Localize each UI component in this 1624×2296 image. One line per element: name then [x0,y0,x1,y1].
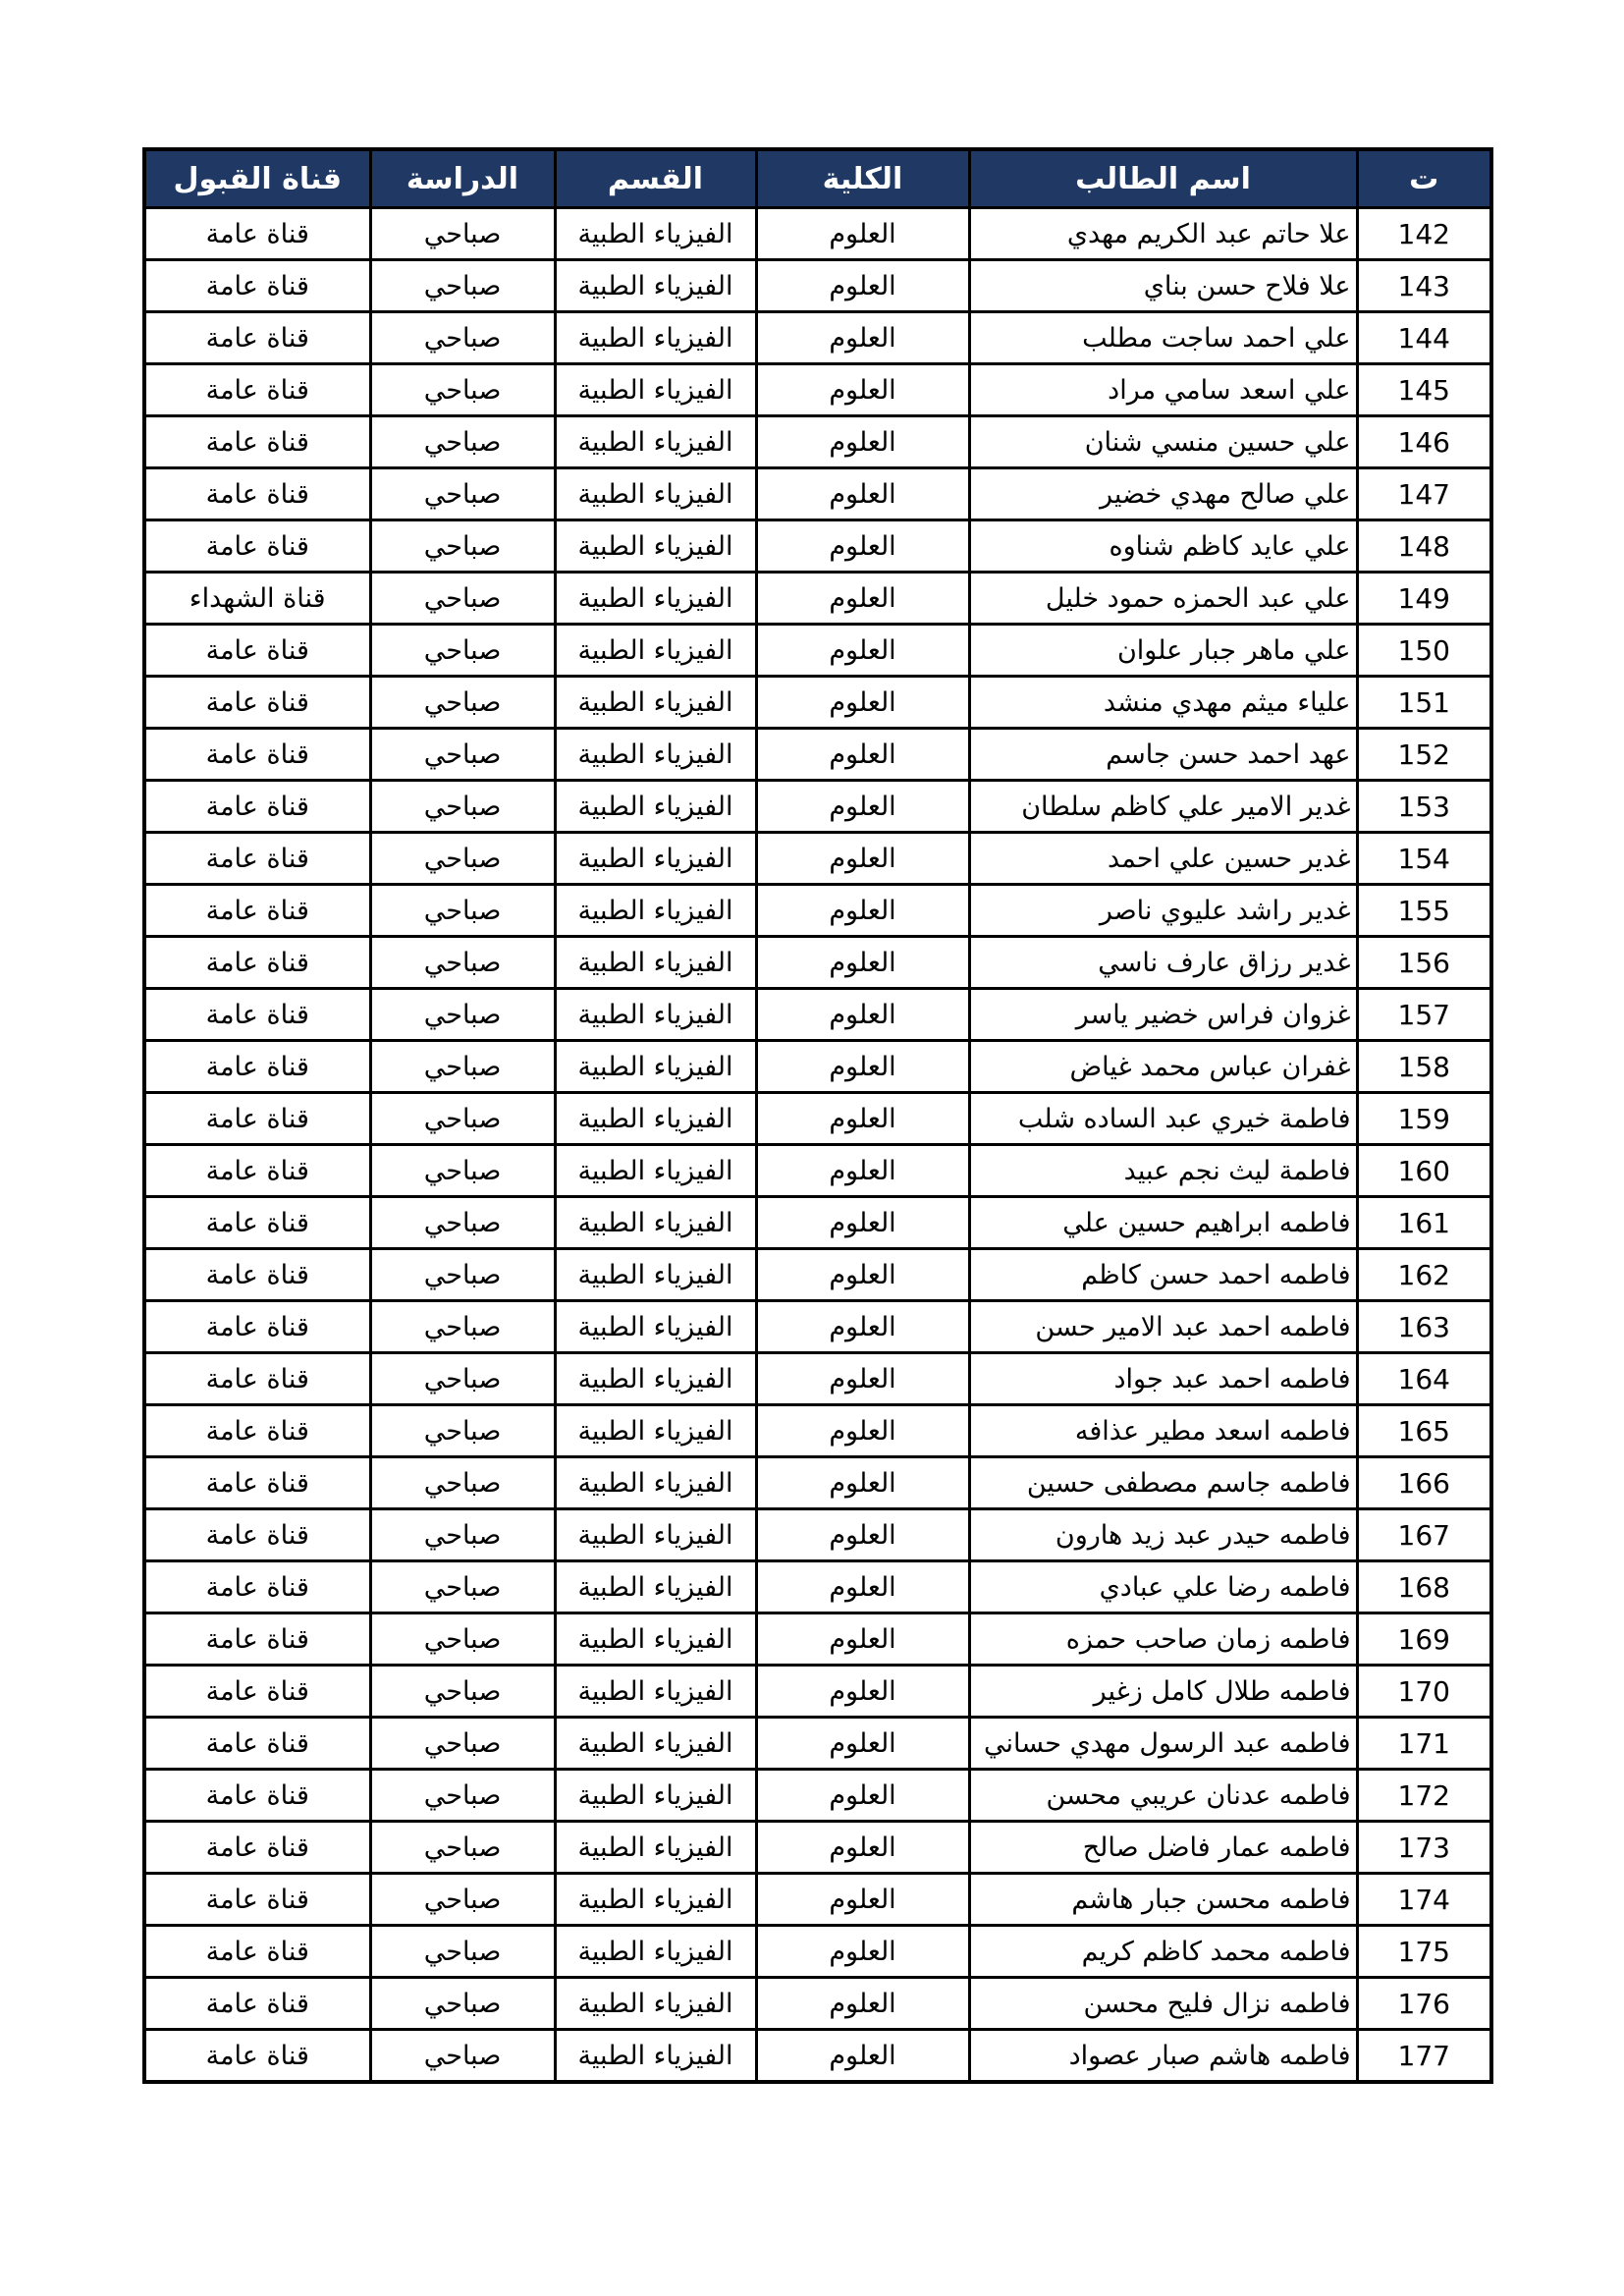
cell-name: فاطمه جاسم مصطفى حسين [969,1457,1357,1509]
cell-college: العلوم [756,1353,969,1405]
cell-name: فاطمه هاشم صبار عصواد [969,2030,1357,2083]
cell-channel: قناة عامة [144,208,370,260]
cell-college: العلوم [756,937,969,989]
cell-study: صباحي [370,1613,555,1666]
cell-no: 171 [1357,1718,1491,1770]
cell-study: صباحي [370,1874,555,1926]
cell-dept: الفيزياء الطبية [555,208,756,260]
cell-study: صباحي [370,1145,555,1197]
student-row [144,468,1491,520]
student-row [144,625,1491,677]
student-row [144,1613,1491,1666]
table-body [144,208,1491,2083]
cell-channel: قناة عامة [144,1666,370,1718]
cell-no: 175 [1357,1926,1491,1978]
cell-name: غدير حسين علي احمد [969,833,1357,885]
cell-no: 154 [1357,833,1491,885]
cell-college: العلوم [756,885,969,937]
cell-dept: الفيزياء الطبية [555,520,756,573]
student-row [144,1457,1491,1509]
cell-dept: الفيزياء الطبية [555,1978,756,2030]
cell-college: العلوم [756,1197,969,1249]
student-row [144,364,1491,416]
student-row [144,1405,1491,1457]
cell-channel: قناة عامة [144,1718,370,1770]
cell-no: 160 [1357,1145,1491,1197]
cell-dept: الفيزياء الطبية [555,937,756,989]
cell-no: 167 [1357,1509,1491,1561]
cell-no: 176 [1357,1978,1491,2030]
cell-channel: قناة عامة [144,468,370,520]
cell-channel: قناة عامة [144,1926,370,1978]
cell-name: علي عايد كاظم شناوه [969,520,1357,573]
cell-name: غدير راشد عليوي ناصر [969,885,1357,937]
cell-channel: قناة عامة [144,1822,370,1874]
student-row [144,1353,1491,1405]
cell-channel: قناة عامة [144,1301,370,1353]
cell-study: صباحي [370,1353,555,1405]
cell-study: صباحي [370,573,555,625]
cell-study: صباحي [370,312,555,364]
cell-dept: الفيزياء الطبية [555,1718,756,1770]
cell-channel: قناة عامة [144,260,370,312]
cell-dept: الفيزياء الطبية [555,729,756,781]
cell-channel: قناة عامة [144,781,370,833]
col-header-college: الكلية [756,149,969,208]
cell-channel: قناة عامة [144,1353,370,1405]
cell-dept: الفيزياء الطبية [555,885,756,937]
student-row [144,1874,1491,1926]
cell-channel: قناة عامة [144,1145,370,1197]
cell-channel: قناة عامة [144,364,370,416]
table-header [144,149,1491,208]
student-row [144,989,1491,1041]
cell-college: العلوم [756,2030,969,2083]
cell-channel: قناة عامة [144,520,370,573]
cell-college: العلوم [756,989,969,1041]
student-row [144,416,1491,468]
cell-college: العلوم [756,1613,969,1666]
student-row [144,1509,1491,1561]
cell-study: صباحي [370,1093,555,1145]
cell-no: 174 [1357,1874,1491,1926]
cell-name: علي عبد الحمزه حمود خليل [969,573,1357,625]
cell-no: 164 [1357,1353,1491,1405]
cell-dept: الفيزياء الطبية [555,781,756,833]
cell-dept: الفيزياء الطبية [555,1822,756,1874]
cell-dept: الفيزياء الطبية [555,1666,756,1718]
cell-study: صباحي [370,2030,555,2083]
cell-no: 165 [1357,1405,1491,1457]
cell-college: العلوم [756,1509,969,1561]
cell-college: العلوم [756,1093,969,1145]
cell-name: عهد احمد حسن جاسم [969,729,1357,781]
col-header-channel: قناة القبول [144,149,370,208]
student-row [144,520,1491,573]
student-row [144,1249,1491,1301]
student-row [144,885,1491,937]
cell-study: صباحي [370,729,555,781]
cell-dept: الفيزياء الطبية [555,1770,756,1822]
cell-channel: قناة عامة [144,312,370,364]
cell-college: العلوم [756,1301,969,1353]
student-row [144,1822,1491,1874]
cell-study: صباحي [370,1561,555,1613]
cell-no: 144 [1357,312,1491,364]
student-row [144,208,1491,260]
cell-name: فاطمه احمد عبد جواد [969,1353,1357,1405]
cell-name: فاطمه محسن جبار هاشم [969,1874,1357,1926]
student-row [144,1145,1491,1197]
cell-channel: قناة عامة [144,1093,370,1145]
cell-study: صباحي [370,833,555,885]
cell-college: العلوم [756,416,969,468]
cell-study: صباحي [370,1822,555,1874]
student-row [144,833,1491,885]
cell-name: علي صالح مهدي خضير [969,468,1357,520]
cell-dept: الفيزياء الطبية [555,1145,756,1197]
cell-dept: الفيزياء الطبية [555,1353,756,1405]
cell-study: صباحي [370,1770,555,1822]
cell-no: 159 [1357,1093,1491,1145]
cell-name: علي ماهر جبار علوان [969,625,1357,677]
cell-study: صباحي [370,520,555,573]
cell-college: العلوم [756,781,969,833]
cell-name: غدير الامير علي كاظم سلطان [969,781,1357,833]
student-row [144,1978,1491,2030]
cell-no: 151 [1357,677,1491,729]
cell-no: 143 [1357,260,1491,312]
cell-name: فاطمه اسعد مطير عذافه [969,1405,1357,1457]
cell-college: العلوم [756,1926,969,1978]
cell-channel: قناة عامة [144,833,370,885]
col-header-study: الدراسة [370,149,555,208]
cell-channel: قناة عامة [144,1613,370,1666]
student-row [144,1926,1491,1978]
student-row [144,1561,1491,1613]
cell-channel: قناة عامة [144,1978,370,2030]
cell-college: العلوم [756,1874,969,1926]
cell-channel: قناة عامة [144,937,370,989]
cell-college: العلوم [756,1041,969,1093]
cell-dept: الفيزياء الطبية [555,468,756,520]
cell-dept: الفيزياء الطبية [555,1926,756,1978]
cell-study: صباحي [370,1405,555,1457]
cell-no: 158 [1357,1041,1491,1093]
cell-dept: الفيزياء الطبية [555,1457,756,1509]
header-row [144,149,1491,208]
cell-name: فاطمه ابراهيم حسين علي [969,1197,1357,1249]
cell-no: 142 [1357,208,1491,260]
cell-no: 177 [1357,2030,1491,2083]
cell-channel: قناة عامة [144,1405,370,1457]
cell-study: صباحي [370,677,555,729]
student-row [144,1770,1491,1822]
cell-channel: قناة الشهداء [144,573,370,625]
student-row [144,1301,1491,1353]
cell-study: صباحي [370,1457,555,1509]
cell-no: 146 [1357,416,1491,468]
cell-college: العلوم [756,1561,969,1613]
cell-study: صباحي [370,364,555,416]
cell-college: العلوم [756,573,969,625]
cell-college: العلوم [756,1249,969,1301]
col-header-no: ت [1357,149,1491,208]
cell-no: 149 [1357,573,1491,625]
cell-dept: الفيزياء الطبية [555,1561,756,1613]
cell-no: 156 [1357,937,1491,989]
cell-dept: الفيزياء الطبية [555,312,756,364]
cell-dept: الفيزياء الطبية [555,1874,756,1926]
cell-no: 145 [1357,364,1491,416]
cell-name: غفران عباس محمد غياض [969,1041,1357,1093]
cell-dept: الفيزياء الطبية [555,1197,756,1249]
cell-name: علياء ميثم مهدي منشد [969,677,1357,729]
cell-college: العلوم [756,1145,969,1197]
cell-study: صباحي [370,625,555,677]
cell-study: صباحي [370,1197,555,1249]
cell-college: العلوم [756,312,969,364]
cell-channel: قناة عامة [144,729,370,781]
cell-no: 170 [1357,1666,1491,1718]
cell-channel: قناة عامة [144,1041,370,1093]
cell-study: صباحي [370,1509,555,1561]
cell-name: علي احمد ساجت مطلب [969,312,1357,364]
cell-college: العلوم [756,625,969,677]
cell-channel: قناة عامة [144,885,370,937]
cell-study: صباحي [370,1249,555,1301]
cell-study: صباحي [370,468,555,520]
cell-channel: قناة عامة [144,1561,370,1613]
student-row [144,729,1491,781]
student-row [144,1197,1491,1249]
cell-channel: قناة عامة [144,416,370,468]
cell-study: صباحي [370,1926,555,1978]
cell-study: صباحي [370,1978,555,2030]
cell-no: 147 [1357,468,1491,520]
cell-no: 155 [1357,885,1491,937]
cell-name: فاطمه عدنان عريبي محسن [969,1770,1357,1822]
cell-dept: الفيزياء الطبية [555,1301,756,1353]
cell-name: فاطمه زمان صاحب حمزه [969,1613,1357,1666]
cell-college: العلوم [756,1770,969,1822]
cell-name: فاطمه عمار فاضل صالح [969,1822,1357,1874]
cell-study: صباحي [370,781,555,833]
cell-college: العلوم [756,677,969,729]
col-header-dept: القسم [555,149,756,208]
cell-no: 152 [1357,729,1491,781]
student-row [144,937,1491,989]
cell-college: العلوم [756,208,969,260]
cell-college: العلوم [756,1457,969,1509]
cell-name: علي اسعد سامي مراد [969,364,1357,416]
cell-no: 150 [1357,625,1491,677]
cell-dept: الفيزياء الطبية [555,1613,756,1666]
cell-channel: قناة عامة [144,1457,370,1509]
cell-dept: الفيزياء الطبية [555,677,756,729]
cell-name: فاطمه عبد الرسول مهدي حساني [969,1718,1357,1770]
cell-no: 148 [1357,520,1491,573]
cell-name: علا حاتم عبد الكريم مهدي [969,208,1357,260]
student-row [144,1666,1491,1718]
cell-dept: الفيزياء الطبية [555,625,756,677]
cell-name: فاطمه رضا علي عبادي [969,1561,1357,1613]
cell-college: العلوم [756,1822,969,1874]
student-row [144,260,1491,312]
cell-study: صباحي [370,416,555,468]
cell-no: 163 [1357,1301,1491,1353]
cell-dept: الفيزياء الطبية [555,416,756,468]
col-header-name: اسم الطالب [969,149,1357,208]
cell-channel: قناة عامة [144,677,370,729]
cell-name: فاطمه حيدر عبد زيد هارون [969,1509,1357,1561]
cell-dept: الفيزياء الطبية [555,364,756,416]
cell-name: علي حسين منسي شنان [969,416,1357,468]
cell-no: 161 [1357,1197,1491,1249]
cell-channel: قناة عامة [144,625,370,677]
cell-college: العلوم [756,833,969,885]
cell-dept: الفيزياء الطبية [555,260,756,312]
cell-study: صباحي [370,1666,555,1718]
cell-no: 172 [1357,1770,1491,1822]
cell-dept: الفيزياء الطبية [555,989,756,1041]
cell-study: صباحي [370,1718,555,1770]
cell-channel: قناة عامة [144,1249,370,1301]
cell-channel: قناة عامة [144,1197,370,1249]
cell-name: فاطمه نزال فليح محسن [969,1978,1357,2030]
cell-channel: قناة عامة [144,1874,370,1926]
cell-dept: الفيزياء الطبية [555,1249,756,1301]
cell-dept: الفيزياء الطبية [555,1041,756,1093]
cell-name: فاطمه محمد كاظم كريم [969,1926,1357,1978]
student-row [144,1093,1491,1145]
cell-channel: قناة عامة [144,1509,370,1561]
cell-dept: الفيزياء الطبية [555,573,756,625]
cell-channel: قناة عامة [144,1770,370,1822]
cell-study: صباحي [370,1041,555,1093]
cell-study: صباحي [370,937,555,989]
cell-dept: الفيزياء الطبية [555,1093,756,1145]
cell-college: العلوم [756,520,969,573]
cell-college: العلوم [756,260,969,312]
cell-name: فاطمة ليث نجم عبيد [969,1145,1357,1197]
cell-college: العلوم [756,468,969,520]
student-row [144,1041,1491,1093]
cell-channel: قناة عامة [144,989,370,1041]
cell-name: فاطمة خيري عبد الساده شلب [969,1093,1357,1145]
cell-dept: الفيزياء الطبية [555,1405,756,1457]
cell-college: العلوم [756,1405,969,1457]
student-row [144,573,1491,625]
cell-no: 173 [1357,1822,1491,1874]
cell-no: 162 [1357,1249,1491,1301]
cell-college: العلوم [756,364,969,416]
cell-name: فاطمه طلال كامل زغير [969,1666,1357,1718]
cell-college: العلوم [756,1666,969,1718]
student-row [144,312,1491,364]
cell-no: 169 [1357,1613,1491,1666]
cell-study: صباحي [370,208,555,260]
cell-name: فاطمه احمد عبد الامير حسن [969,1301,1357,1353]
cell-no: 166 [1357,1457,1491,1509]
cell-name: علا فلاح حسن بناي [969,260,1357,312]
cell-name: فاطمه احمد حسن كاظم [969,1249,1357,1301]
cell-dept: الفيزياء الطبية [555,1509,756,1561]
cell-college: العلوم [756,1718,969,1770]
cell-no: 168 [1357,1561,1491,1613]
cell-study: صباحي [370,260,555,312]
student-row [144,781,1491,833]
cell-college: العلوم [756,1978,969,2030]
cell-name: غزوان فراس خضير ياسر [969,989,1357,1041]
cell-study: صباحي [370,1301,555,1353]
students-table [142,147,1493,2084]
student-row [144,2030,1491,2083]
cell-study: صباحي [370,885,555,937]
student-row [144,1718,1491,1770]
cell-name: غدير رزاق عارف ناسي [969,937,1357,989]
cell-dept: الفيزياء الطبية [555,2030,756,2083]
cell-no: 153 [1357,781,1491,833]
cell-channel: قناة عامة [144,2030,370,2083]
cell-dept: الفيزياء الطبية [555,833,756,885]
student-row [144,677,1491,729]
cell-no: 157 [1357,989,1491,1041]
cell-study: صباحي [370,989,555,1041]
cell-college: العلوم [756,729,969,781]
